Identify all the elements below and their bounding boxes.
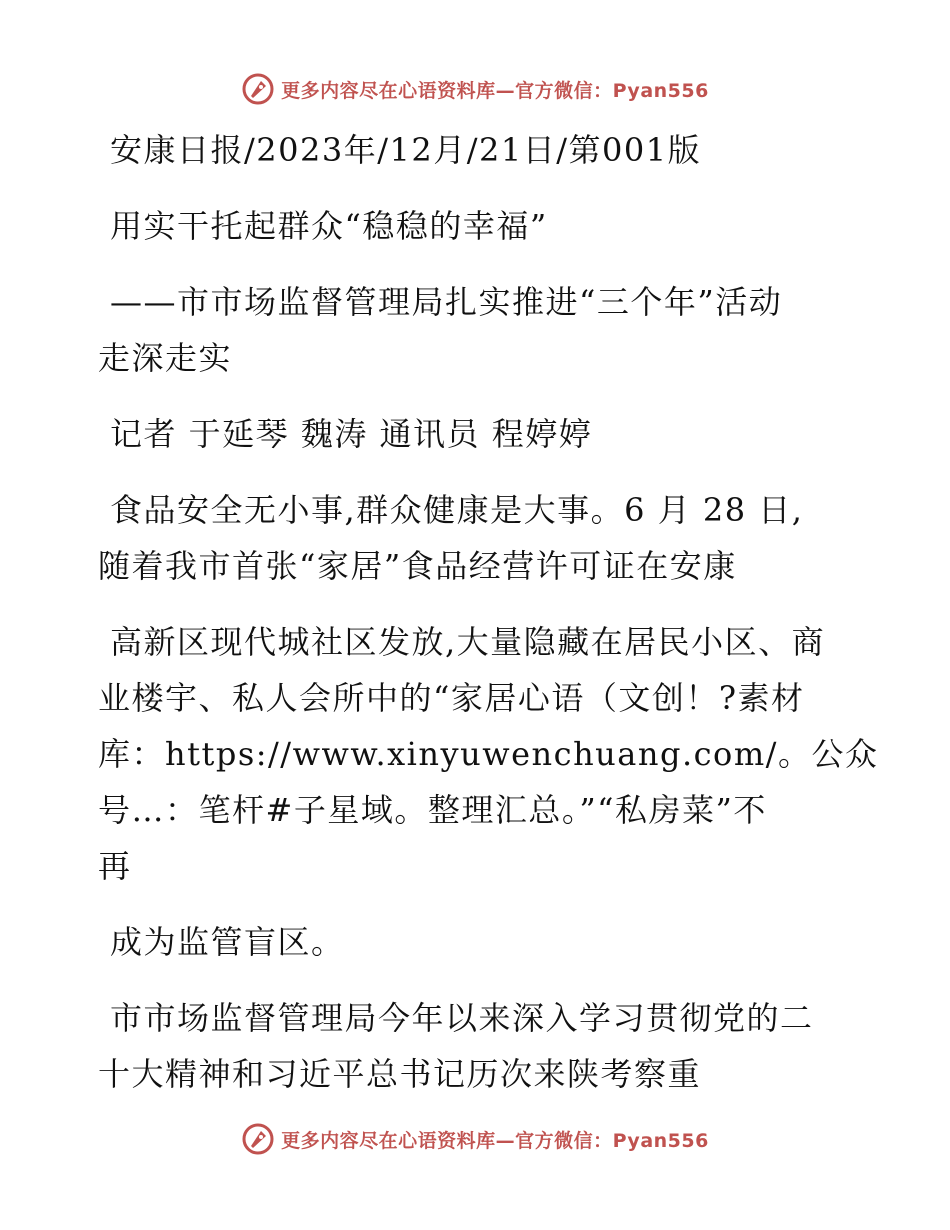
paragraph-line: 业楼宇、私人会所中的“家居心语（文创！?素材 [98,679,805,717]
headline: 用实干托起群众“稳稳的幸福” [110,207,548,245]
pen-nib-circle-icon [241,1122,275,1156]
paragraph-line: 再 [98,847,132,885]
header-watermark [0,72,950,106]
paragraph-line: 成为监管盲区。 [110,923,345,961]
paragraph-4 [98,990,843,1102]
paragraph-1 [98,482,843,594]
article-body [98,122,879,1102]
paragraph-line: 随着我市首张“家居”食品经营许可证在安康 [98,547,737,585]
paragraph-line: 号…：笔杆#子星域。整理汇总。”“私房菜”不 [98,791,767,829]
footer-watermark [0,1122,950,1156]
paragraph-line: 市市场监督管理局今年以来深入学习贯彻党的二 [110,999,814,1037]
paragraph-2 [98,614,879,894]
footer-watermark-text: 更多内容尽在心语资料库—官方微信：Pyan556 [281,1129,709,1152]
dateline: 安康日报/2023年/12月/21日/第001版 [110,131,702,169]
subheadline-line-2: 走深走实 [98,339,233,377]
paragraph-line: 库：https://www.xinyuwenchuang.com/。公众 [98,735,879,773]
paragraph-3 [98,914,843,970]
paragraph-line: 十大精神和习近平总书记历次来陕考察重 [98,1055,702,1093]
header-watermark-text: 更多内容尽在心语资料库—官方微信：Pyan556 [281,79,709,102]
pen-nib-circle-icon [241,72,275,106]
subheadline-line-1: ——市市场监督管理局扎实推进“三个年”活动 [110,283,783,321]
paragraph-line: 食品安全无小事,群众健康是大事。6 月 28 日, [110,491,804,529]
byline: 记者 于延琴 魏涛 通讯员 程婷婷 [110,415,593,453]
paragraph-line: 高新区现代城社区发放,大量隐藏在居民小区、商 [110,623,826,661]
